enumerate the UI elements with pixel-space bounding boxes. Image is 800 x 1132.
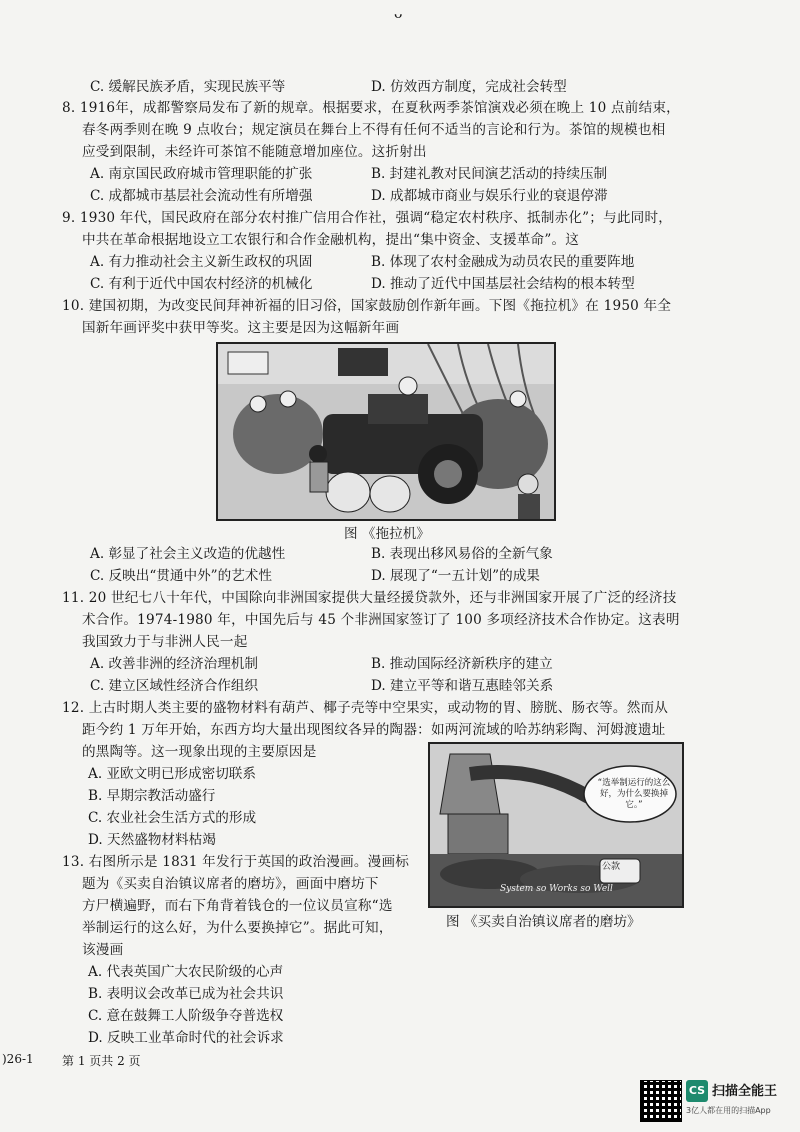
q13-stem-line-2: 题为《买卖自治镇议席者的磨坊》，画面中磨坊下	[82, 876, 379, 892]
q11-stem-line-2: 术合作。1974-1980 年，中国先后与 45 个非洲国家签订了 100 多项经济技术合作协定。这表明	[82, 612, 680, 628]
q11-option-c: C. 建立区域性经济合作组织	[90, 678, 259, 694]
q13-stem-line-4: 举制运行的这么好，为什么要换掉它”。据此可知，	[82, 920, 393, 936]
tractor-painting-art	[218, 344, 554, 519]
q13-option-d: D. 反映工业革命时代的社会诉求	[88, 1030, 284, 1046]
cartoon-money-sack-label: 公款	[602, 862, 621, 872]
q12-option-a: A. 亚欧文明已形成密切联系	[88, 766, 256, 782]
q8-option-b: B. 封建礼教对民间演艺活动的持续压制	[371, 166, 608, 182]
cartoon-speech-bubble: “选举制运行的这么好，为什么要换掉它。”	[597, 778, 671, 810]
qr-code-icon	[640, 1080, 682, 1122]
q13-option-b: B. 表明议会改革已成为社会共识	[88, 986, 284, 1002]
q13-option-c: C. 意在鼓舞工人阶级争夺普选权	[88, 1008, 284, 1024]
q12-option-d: D. 天然盛物材料枯竭	[88, 832, 216, 848]
q11-stem-line-1: 11. 20 世纪七八十年代，中国除向非洲国家提供大量经援贷款外，还与非洲国家开展了广泛的经济技	[62, 590, 677, 606]
q12-option-b: B. 早期宗教活动盛行	[88, 788, 216, 804]
q12-stem-line-3: 的黑陶等。这一现象出现的主要原因是	[82, 744, 317, 760]
q10-figure-caption: 图 《拖拉机》	[344, 526, 430, 542]
q12-option-c: C. 农业社会生活方式的形成	[88, 810, 257, 826]
footer-code: )26-1	[2, 1052, 34, 1066]
q10-option-b: B. 表现出移风易俗的全新气象	[371, 546, 553, 562]
q13-stem-line-5: 该漫画	[82, 942, 124, 958]
q12-stem-line-2: 距今约 1 万年开始，东西方均大量出现图纹各异的陶器：如两河流域的哈苏纳彩陶、河姆渡遗址	[82, 722, 666, 738]
q7-option-d: D. 仿效西方制度，完成社会转型	[371, 79, 567, 95]
q8-stem-line-3: 应受到限制，未经许可茶馆不能随意增加座位。这折射出	[82, 144, 427, 160]
q7-option-c: C. 缓解民族矛盾，实现民族平等	[90, 79, 286, 95]
q11-option-a: A. 改善非洲的经济治理机制	[90, 656, 258, 672]
q8-stem-line-1: 8. 1916年，成都警察局发布了新的规章。根据要求，在夏秋两季茶馆演戏必须在晚上 10 点前结束，	[62, 100, 680, 116]
q9-option-d: D. 推动了近代中国基层社会结构的根本转型	[371, 276, 635, 292]
q8-stem-line-2: 春冬两季则在晚 9 点收台；规定演员在舞台上不得有任何不适当的言论和行为。茶馆的规模也相	[82, 122, 666, 138]
q13-figure-caption: 图 《买卖自治镇议席者的磨坊》	[446, 914, 641, 930]
q9-stem-line-2: 中共在革命根据地设立工农银行和合作金融机构，提出“集中资金、支援革命”。这	[82, 232, 580, 248]
tractor-painting	[216, 342, 556, 521]
mill-cartoon-art	[430, 744, 682, 906]
q8-option-c: C. 成都城市基层社会流动性有所增强	[90, 188, 313, 204]
q11-option-d: D. 建立平等和谐互惠睦邻关系	[371, 678, 554, 694]
q13-stem-line-3: 方尸横遍野，而右下角背着钱仓的一位议员宣称“选	[82, 898, 393, 914]
q13-option-a: A. 代表英国广大农民阶级的心声	[88, 964, 284, 980]
q10-stem-line-2: 国新年画评奖中获甲等奖。这主要是因为这幅新年画	[82, 320, 400, 336]
q10-option-a: A. 彰显了社会主义改造的优越性	[90, 546, 286, 562]
q10-stem-line-1: 10. 建国初期，为改变民间拜神祈福的旧习俗，国家鼓励创作新年画。下图《拖拉机》在 1950 年全	[62, 298, 672, 314]
q8-option-d: D. 成都城市商业与娱乐行业的衰退停滞	[371, 188, 608, 204]
q9-option-c: C. 有利于近代中国农村经济的机械化	[90, 276, 313, 292]
q9-option-b: B. 体现了农村金融成为动员农民的重要阵地	[371, 254, 635, 270]
q10-option-c: C. 反映出“贯通中外”的艺术性	[90, 568, 272, 584]
q11-stem-line-3: 我国致力于与非洲人民一起	[82, 634, 248, 650]
q9-option-a: A. 有力推动社会主义新生政权的巩固	[90, 254, 313, 270]
camscanner-name: 扫描全能王	[712, 1084, 778, 1099]
camscanner-logo: CS	[686, 1080, 708, 1102]
camscanner-tagline: 3亿人都在用的扫描App	[686, 1106, 771, 1115]
q12-stem-line-1: 12. 上古时期人类主要的盛物材料有葫芦、椰子壳等中空果实，或动物的胃、膀胱、肠衣等。然而从	[62, 700, 669, 716]
q13-stem-line-1: 13. 右图所示是 1831 年发行于英国的政治漫画。漫画标	[62, 854, 410, 870]
q10-option-d: D. 展现了“一五计划”的成果	[371, 568, 540, 584]
top-mark: ᴗ	[394, 6, 403, 22]
q9-stem-line-1: 9. 1930 年代，国民政府在部分农村推广信用合作社，强调“稳定农村秩序、抵制赤化”；与此同时，	[62, 210, 673, 226]
footer-page-number: 第 1 页共 2 页	[62, 1054, 141, 1068]
cartoon-motto: System so Works so Well	[500, 884, 613, 894]
q8-option-a: A. 南京国民政府城市管理职能的扩张	[90, 166, 313, 182]
q11-option-b: B. 推动国际经济新秩序的建立	[371, 656, 553, 672]
